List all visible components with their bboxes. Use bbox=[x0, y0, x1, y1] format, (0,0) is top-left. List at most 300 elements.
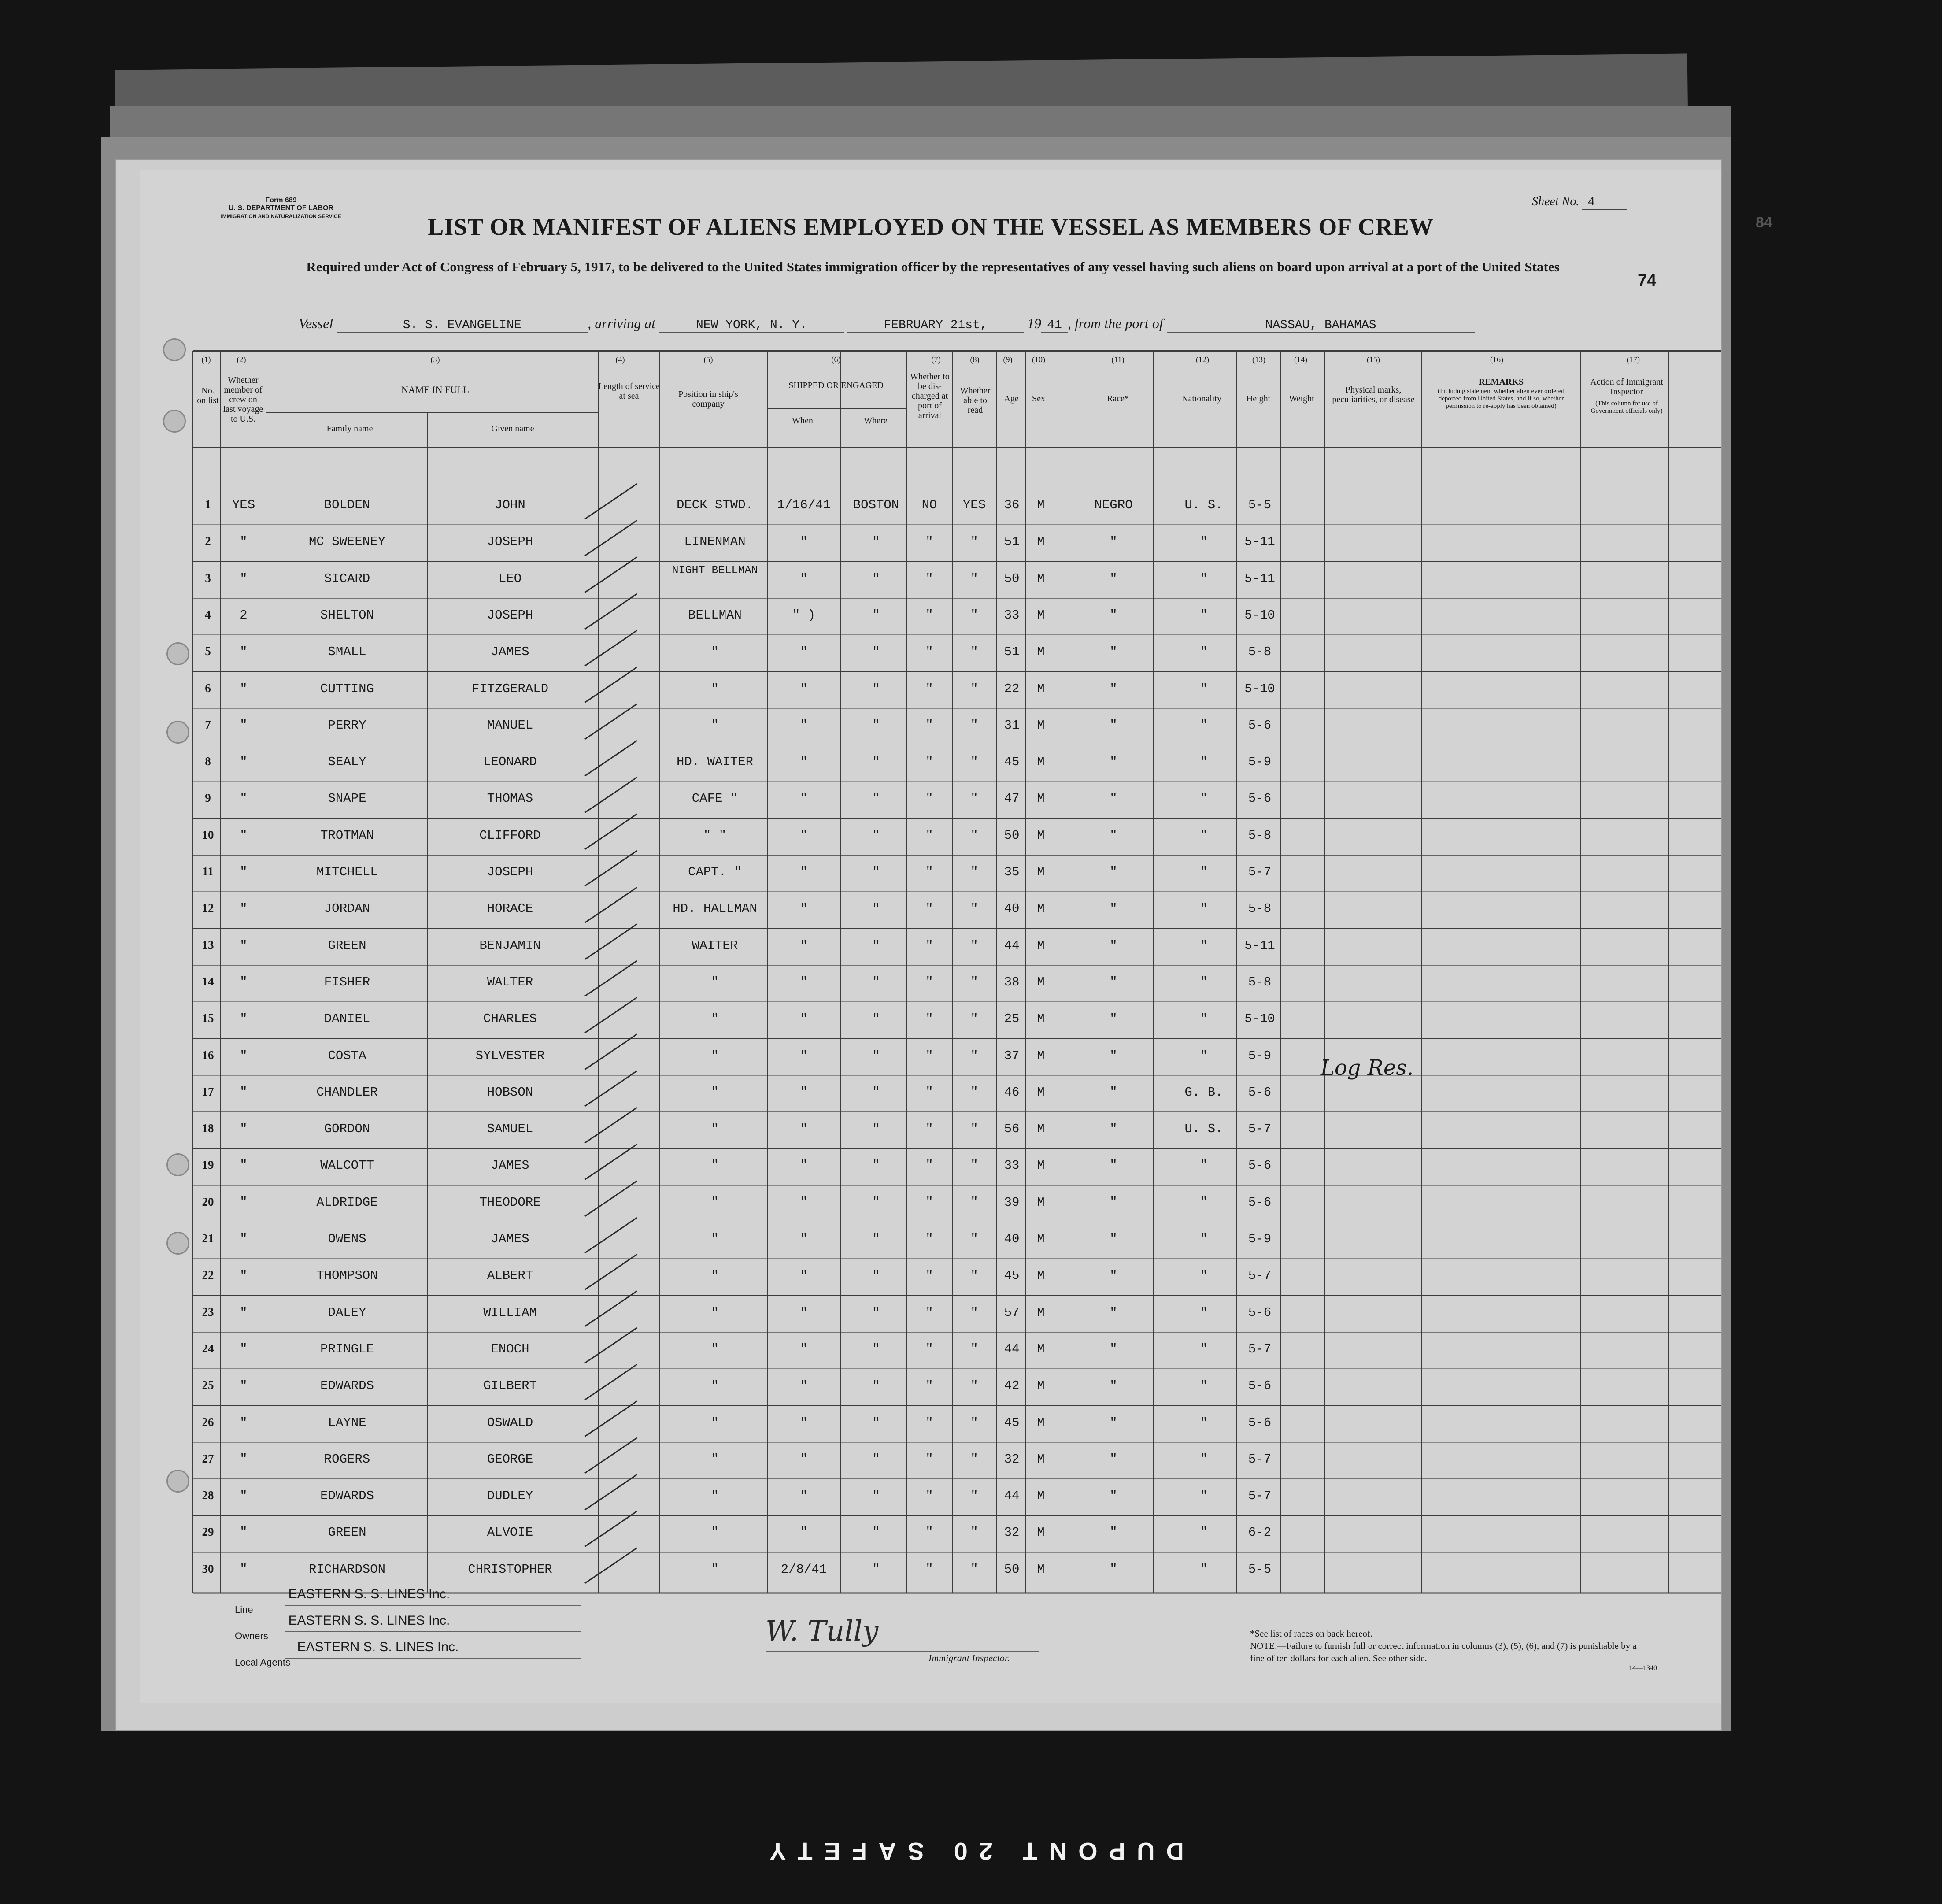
given-name-cell: HORACE bbox=[487, 901, 533, 916]
read-cell: " bbox=[970, 938, 978, 953]
read-cell: " bbox=[970, 974, 978, 989]
age-cell: 45 bbox=[1004, 755, 1020, 770]
where-cell: " bbox=[872, 828, 880, 843]
col-number: (12) bbox=[1196, 355, 1209, 364]
read-cell: " bbox=[970, 901, 978, 916]
read-cell: " bbox=[970, 1452, 978, 1467]
when-cell: " bbox=[800, 938, 808, 953]
family-name-cell: MC SWEENEY bbox=[308, 534, 386, 549]
where-cell: " bbox=[872, 755, 880, 770]
age-cell: 39 bbox=[1004, 1195, 1020, 1210]
header-position: Position in ship's company bbox=[678, 389, 738, 409]
sex-cell: M bbox=[1037, 938, 1045, 953]
read-cell: " bbox=[970, 1122, 978, 1137]
header-weight: Weight bbox=[1289, 394, 1314, 404]
given-name-cell: THEODORE bbox=[479, 1195, 541, 1210]
race-cell: " bbox=[1110, 1158, 1117, 1173]
position-cell: " bbox=[711, 1415, 719, 1430]
age-cell: 50 bbox=[1004, 571, 1020, 586]
prev-voyage-cell: " bbox=[240, 1305, 248, 1320]
inspector-label: Immigrant Inspector. bbox=[928, 1652, 1010, 1663]
where-cell: BOSTON bbox=[853, 498, 899, 512]
form-number: Form 689 bbox=[265, 196, 297, 204]
position-cell: " bbox=[711, 1011, 719, 1026]
family-name-cell: DANIEL bbox=[324, 1011, 370, 1026]
prev-voyage-cell: " bbox=[240, 974, 248, 989]
prev-voyage-cell: " bbox=[240, 1048, 248, 1063]
header-sex: Sex bbox=[1032, 394, 1045, 404]
col-number: (9) bbox=[1003, 355, 1013, 364]
row-number: 8 bbox=[205, 755, 211, 768]
when-cell: " bbox=[800, 1415, 808, 1430]
discharge-cell: " bbox=[925, 974, 933, 989]
prev-voyage-cell: YES bbox=[232, 498, 255, 512]
height-cell: 5-8 bbox=[1248, 974, 1272, 989]
arrival-year: 41 bbox=[1041, 319, 1068, 333]
race-cell: " bbox=[1110, 1011, 1117, 1026]
col-number: (7) bbox=[931, 355, 941, 364]
col-number: (2) bbox=[237, 355, 246, 364]
col-number: (11) bbox=[1111, 355, 1125, 364]
discharge-cell: " bbox=[925, 645, 933, 659]
height-cell: 5-7 bbox=[1248, 865, 1272, 879]
row-number: 20 bbox=[202, 1195, 214, 1208]
sex-cell: M bbox=[1037, 534, 1045, 549]
race-cell: " bbox=[1110, 1195, 1117, 1210]
position-cell: " bbox=[711, 1195, 719, 1210]
where-cell: " bbox=[872, 645, 880, 659]
nationality-cell: " bbox=[1200, 791, 1208, 806]
given-name-cell: WALTER bbox=[487, 974, 533, 989]
race-cell: " bbox=[1110, 608, 1117, 622]
when-cell: " bbox=[800, 534, 808, 549]
age-cell: 57 bbox=[1004, 1305, 1020, 1320]
race-cell: " bbox=[1110, 571, 1117, 586]
where-cell: " bbox=[872, 1562, 880, 1577]
when-cell: " bbox=[800, 901, 808, 916]
family-name-cell: CUTTING bbox=[320, 681, 374, 696]
nationality-cell: U. S. bbox=[1184, 498, 1223, 512]
prev-voyage-cell: " bbox=[240, 571, 248, 586]
header-name-in-full: NAME IN FULL bbox=[401, 384, 469, 395]
nationality-cell: " bbox=[1200, 901, 1208, 916]
given-name-cell: LEO bbox=[498, 571, 522, 586]
sex-cell: M bbox=[1037, 974, 1045, 989]
nationality-cell: " bbox=[1200, 755, 1208, 770]
family-name-cell: CHANDLER bbox=[316, 1085, 378, 1100]
read-cell: " bbox=[970, 1341, 978, 1356]
where-cell: " bbox=[872, 1085, 880, 1100]
age-cell: 45 bbox=[1004, 1415, 1020, 1430]
position-cell: HD. HALLMAN bbox=[673, 901, 757, 916]
nationality-cell: " bbox=[1200, 1011, 1208, 1026]
height-cell: 5-7 bbox=[1248, 1341, 1272, 1356]
row-number: 10 bbox=[202, 828, 214, 841]
when-cell: " bbox=[800, 755, 808, 770]
race-cell: " bbox=[1110, 1085, 1117, 1100]
sex-cell: M bbox=[1037, 498, 1045, 512]
prev-voyage-cell: " bbox=[240, 1158, 248, 1173]
header-no-on-list: No. on list bbox=[197, 386, 219, 405]
header-race: Race* bbox=[1107, 394, 1129, 404]
sex-cell: M bbox=[1037, 1378, 1045, 1393]
family-name-cell: SICARD bbox=[324, 571, 370, 586]
when-cell: " bbox=[800, 1268, 808, 1283]
row-number: 30 bbox=[202, 1562, 214, 1575]
family-name-cell: SEALY bbox=[328, 755, 366, 770]
discharge-cell: " bbox=[925, 1122, 933, 1137]
sex-cell: M bbox=[1037, 1452, 1045, 1467]
read-cell: " bbox=[970, 755, 978, 770]
nationality-cell: " bbox=[1200, 1341, 1208, 1356]
race-cell: " bbox=[1110, 901, 1117, 916]
discharge-cell: " bbox=[925, 1415, 933, 1430]
given-name-cell: MANUEL bbox=[487, 718, 533, 733]
nationality-cell: " bbox=[1200, 1232, 1208, 1246]
sex-cell: M bbox=[1037, 1415, 1045, 1430]
header-family-name: Family name bbox=[326, 424, 373, 433]
page-mark: 84 bbox=[1756, 214, 1772, 231]
sex-cell: M bbox=[1037, 828, 1045, 843]
row-number: 27 bbox=[202, 1452, 214, 1465]
discharge-cell: " bbox=[925, 1378, 933, 1393]
age-cell: 36 bbox=[1004, 498, 1020, 512]
position-cell: NIGHT BELLMAN bbox=[672, 563, 758, 577]
family-name-cell: COSTA bbox=[328, 1048, 366, 1063]
age-cell: 40 bbox=[1004, 1232, 1020, 1246]
position-cell: " bbox=[711, 1232, 719, 1246]
position-cell: " bbox=[711, 1085, 719, 1100]
discharge-cell: " bbox=[925, 571, 933, 586]
nationality-cell: G. B. bbox=[1184, 1085, 1223, 1100]
height-cell: 5-8 bbox=[1248, 828, 1272, 843]
race-cell: " bbox=[1110, 1562, 1117, 1577]
race-cell: " bbox=[1110, 1525, 1117, 1540]
nationality-cell: " bbox=[1200, 645, 1208, 659]
nationality-cell: " bbox=[1200, 1562, 1208, 1577]
race-cell: " bbox=[1110, 1268, 1117, 1283]
col-number: (4) bbox=[615, 355, 625, 364]
sex-cell: M bbox=[1037, 1341, 1045, 1356]
position-cell: " bbox=[711, 1268, 719, 1283]
given-name-cell: THOMAS bbox=[487, 791, 533, 806]
discharge-cell: " bbox=[925, 755, 933, 770]
family-name-cell: GREEN bbox=[328, 938, 366, 953]
race-cell: " bbox=[1110, 1048, 1117, 1063]
when-cell: " bbox=[800, 1158, 808, 1173]
family-name-cell: ALDRIDGE bbox=[316, 1195, 378, 1210]
family-name-cell: GORDON bbox=[324, 1122, 370, 1137]
read-cell: " bbox=[970, 791, 978, 806]
row-number: 22 bbox=[202, 1268, 214, 1282]
row-number: 19 bbox=[202, 1158, 214, 1172]
given-name-cell: FITZGERALD bbox=[471, 681, 549, 696]
position-cell: " bbox=[711, 645, 719, 659]
race-cell: " bbox=[1110, 865, 1117, 879]
position-cell: " " bbox=[703, 828, 727, 843]
read-cell: " bbox=[970, 1048, 978, 1063]
given-name-cell: BENJAMIN bbox=[479, 938, 541, 953]
height-cell: 5-7 bbox=[1248, 1268, 1272, 1283]
when-cell: " bbox=[800, 1489, 808, 1504]
read-cell: " bbox=[970, 1268, 978, 1283]
when-cell: " bbox=[800, 865, 808, 879]
given-name-cell: JOSEPH bbox=[487, 865, 533, 879]
given-name-cell: ALBERT bbox=[487, 1268, 533, 1283]
age-cell: 51 bbox=[1004, 534, 1020, 549]
given-name-cell: HOBSON bbox=[487, 1085, 533, 1100]
where-cell: " bbox=[872, 1268, 880, 1283]
race-cell: " bbox=[1110, 1378, 1117, 1393]
discharge-cell: " bbox=[925, 1085, 933, 1100]
age-cell: 37 bbox=[1004, 1048, 1020, 1063]
age-cell: 50 bbox=[1004, 828, 1020, 843]
row-number: 6 bbox=[205, 681, 211, 695]
read-cell: " bbox=[970, 1562, 978, 1577]
given-name-cell: GILBERT bbox=[483, 1378, 537, 1393]
where-cell: " bbox=[872, 938, 880, 953]
where-cell: " bbox=[872, 718, 880, 733]
when-cell: " bbox=[800, 1122, 808, 1137]
prev-voyage-cell: " bbox=[240, 1341, 248, 1356]
header-remarks: REMARKS bbox=[1478, 377, 1524, 387]
sex-cell: M bbox=[1037, 1525, 1045, 1540]
discharge-cell: " bbox=[925, 828, 933, 843]
header-action: Action of Immigrant Inspector bbox=[1590, 377, 1663, 396]
prev-voyage-cell: " bbox=[240, 791, 248, 806]
line-label: Line bbox=[235, 1604, 253, 1615]
discharge-cell: " bbox=[925, 1489, 933, 1504]
year-prefix: 19 bbox=[1027, 315, 1041, 331]
nationality-cell: " bbox=[1200, 718, 1208, 733]
where-cell: " bbox=[872, 608, 880, 622]
where-cell: " bbox=[872, 1489, 880, 1504]
family-name-cell: RICHARDSON bbox=[308, 1562, 386, 1577]
row-number: 25 bbox=[202, 1378, 214, 1392]
read-cell: " bbox=[970, 645, 978, 659]
height-cell: 5-10 bbox=[1244, 608, 1275, 622]
film-edge-print: DUPONT 20 SAFETY bbox=[758, 1837, 1184, 1865]
position-cell: " bbox=[711, 1305, 719, 1320]
sex-cell: M bbox=[1037, 681, 1045, 696]
family-name-cell: FISHER bbox=[324, 974, 370, 989]
inspector-signature: W. Tully bbox=[766, 1615, 879, 1648]
row-number: 16 bbox=[202, 1048, 214, 1062]
prev-voyage-cell: " bbox=[240, 755, 248, 770]
height-cell: 5-7 bbox=[1248, 1452, 1272, 1467]
nationality-cell: " bbox=[1200, 1415, 1208, 1430]
where-cell: " bbox=[872, 1232, 880, 1246]
where-cell: " bbox=[872, 1305, 880, 1320]
position-cell: " bbox=[711, 718, 719, 733]
read-cell: " bbox=[970, 1232, 978, 1246]
row-number: 9 bbox=[205, 791, 211, 805]
col-number: (8) bbox=[970, 355, 980, 364]
family-name-cell: BOLDEN bbox=[324, 498, 370, 512]
sex-cell: M bbox=[1037, 1232, 1045, 1246]
given-name-cell: ALVOIE bbox=[487, 1525, 533, 1540]
prev-voyage-cell: " bbox=[240, 1489, 248, 1504]
row-number: 28 bbox=[202, 1489, 214, 1502]
race-cell: " bbox=[1110, 1415, 1117, 1430]
sex-cell: M bbox=[1037, 1122, 1045, 1137]
read-cell: " bbox=[970, 1305, 978, 1320]
when-cell: " bbox=[800, 1525, 808, 1540]
row-number: 13 bbox=[202, 938, 214, 952]
nationality-cell: " bbox=[1200, 1489, 1208, 1504]
discharge-cell: " bbox=[925, 718, 933, 733]
agents-label: Local Agents bbox=[235, 1657, 290, 1668]
sex-cell: M bbox=[1037, 1158, 1045, 1173]
header-shipped-engaged: SHIPPED OR ENGAGED bbox=[788, 381, 884, 390]
arriving-label: , arriving at bbox=[588, 315, 655, 331]
nationality-cell: " bbox=[1200, 1305, 1208, 1320]
row-number: 7 bbox=[205, 718, 211, 731]
height-cell: 5-11 bbox=[1244, 938, 1275, 953]
when-cell: " bbox=[800, 1378, 808, 1393]
height-cell: 5-8 bbox=[1248, 645, 1272, 659]
race-cell: NEGRO bbox=[1094, 498, 1133, 512]
position-cell: " bbox=[711, 1489, 719, 1504]
prev-voyage-cell: " bbox=[240, 865, 248, 879]
nationality-cell: " bbox=[1200, 534, 1208, 549]
prev-voyage-cell: " bbox=[240, 1085, 248, 1100]
prev-voyage-cell: " bbox=[240, 1195, 248, 1210]
read-cell: " bbox=[970, 1415, 978, 1430]
given-name-cell: SYLVESTER bbox=[475, 1048, 545, 1063]
height-cell: 5-6 bbox=[1248, 1378, 1272, 1393]
where-cell: " bbox=[872, 1195, 880, 1210]
legal-notes bbox=[1250, 1627, 1646, 1664]
family-name-cell: THOMPSON bbox=[316, 1268, 378, 1283]
prev-voyage-cell: " bbox=[240, 718, 248, 733]
age-cell: 56 bbox=[1004, 1122, 1020, 1137]
age-cell: 32 bbox=[1004, 1452, 1020, 1467]
family-name-cell: DALEY bbox=[328, 1305, 366, 1320]
given-name-cell: JOHN bbox=[495, 498, 525, 512]
sex-cell: M bbox=[1037, 1195, 1045, 1210]
given-name-cell: OSWALD bbox=[487, 1415, 533, 1430]
height-cell: 5-6 bbox=[1248, 1085, 1272, 1100]
agents-value: EASTERN S. S. LINES Inc. bbox=[297, 1640, 459, 1654]
age-cell: 42 bbox=[1004, 1378, 1020, 1393]
race-cell: " bbox=[1110, 1232, 1117, 1246]
row-number: 17 bbox=[202, 1085, 214, 1098]
discharge-cell: " bbox=[925, 608, 933, 622]
when-cell: " bbox=[800, 681, 808, 696]
position-cell: CAPT. " bbox=[688, 865, 742, 879]
height-cell: 5-6 bbox=[1248, 791, 1272, 806]
page-title: LIST OR MANIFEST OF ALIENS EMPLOYED ON THE VESSEL AS MEMBERS OF CREW bbox=[428, 214, 1434, 240]
col-number: (17) bbox=[1627, 355, 1640, 364]
prev-voyage-cell: " bbox=[240, 1415, 248, 1430]
discharge-cell: " bbox=[925, 1452, 933, 1467]
page-mark: 74 bbox=[1638, 271, 1657, 290]
handwritten-note: Log Res. bbox=[1321, 1056, 1414, 1080]
age-cell: 33 bbox=[1004, 1158, 1020, 1173]
race-cell: " bbox=[1110, 974, 1117, 989]
discharge-cell: " bbox=[925, 534, 933, 549]
prev-voyage-cell: " bbox=[240, 1525, 248, 1540]
header-given-name: Given name bbox=[491, 424, 534, 433]
prev-voyage-cell: " bbox=[240, 901, 248, 916]
where-cell: " bbox=[872, 1048, 880, 1063]
discharge-cell: " bbox=[925, 1341, 933, 1356]
given-name-cell: ENOCH bbox=[491, 1341, 529, 1356]
age-cell: 32 bbox=[1004, 1525, 1020, 1540]
discharge-cell: " bbox=[925, 1525, 933, 1540]
sex-cell: M bbox=[1037, 901, 1045, 916]
read-cell: " bbox=[970, 865, 978, 879]
row-number: 12 bbox=[202, 901, 214, 915]
prev-voyage-cell: " bbox=[240, 1452, 248, 1467]
read-cell: " bbox=[970, 1489, 978, 1504]
position-cell: BELLMAN bbox=[688, 608, 742, 622]
header-discharged: Whether to be dis- charged at port of arrival bbox=[910, 372, 950, 420]
height-cell: 5-9 bbox=[1248, 1048, 1272, 1063]
discharge-cell: " bbox=[925, 865, 933, 879]
col-number: (16) bbox=[1490, 355, 1503, 364]
nationality-cell: " bbox=[1200, 1195, 1208, 1210]
prev-voyage-cell: " bbox=[240, 645, 248, 659]
age-cell: 35 bbox=[1004, 865, 1020, 879]
nationality-cell: " bbox=[1200, 681, 1208, 696]
sex-cell: M bbox=[1037, 1268, 1045, 1283]
where-cell: " bbox=[872, 1122, 880, 1137]
discharge-cell: " bbox=[925, 1232, 933, 1246]
print-code: 14—1340 bbox=[1629, 1664, 1657, 1672]
height-cell: 5-10 bbox=[1244, 1011, 1275, 1026]
row-number: 1 bbox=[205, 498, 211, 511]
col-number: (1) bbox=[201, 355, 211, 364]
position-cell: " bbox=[711, 1122, 719, 1137]
family-name-cell: TROTMAN bbox=[320, 828, 374, 843]
where-cell: " bbox=[872, 681, 880, 696]
position-cell: " bbox=[711, 1562, 719, 1577]
sex-cell: M bbox=[1037, 1011, 1045, 1026]
row-number: 15 bbox=[202, 1011, 214, 1025]
family-name-cell: ROGERS bbox=[324, 1452, 370, 1467]
header-action-note: (This column for use of Government officials only) bbox=[1591, 400, 1663, 415]
position-cell: " bbox=[711, 1158, 719, 1173]
where-cell: " bbox=[872, 534, 880, 549]
arrival-date: FEBRUARY 21st, bbox=[847, 319, 1024, 333]
header-able-to-read: Whether able to read bbox=[960, 386, 991, 415]
discharge-cell: " bbox=[925, 1305, 933, 1320]
vessel-label: Vessel bbox=[299, 315, 333, 331]
nationality-cell: " bbox=[1200, 974, 1208, 989]
col-number: (13) bbox=[1252, 355, 1265, 364]
age-cell: 40 bbox=[1004, 901, 1020, 916]
prev-voyage-cell: " bbox=[240, 1011, 248, 1026]
discharge-cell: " bbox=[925, 1562, 933, 1577]
position-cell: " bbox=[711, 1048, 719, 1063]
header-remarks-note: (Including statement whether alien ever ordered deported from United States, and if so, whether permission to re-apply has been obtained) bbox=[1438, 388, 1565, 410]
race-cell: " bbox=[1110, 755, 1117, 770]
prev-voyage-cell: " bbox=[240, 828, 248, 843]
race-cell: " bbox=[1110, 681, 1117, 696]
read-cell: " bbox=[970, 1525, 978, 1540]
prev-voyage-cell: " bbox=[240, 1268, 248, 1283]
when-cell: " bbox=[800, 974, 808, 989]
read-cell: " bbox=[970, 681, 978, 696]
read-cell: " bbox=[970, 828, 978, 843]
position-cell: CAFE " bbox=[692, 791, 738, 806]
family-name-cell: SMALL bbox=[328, 645, 366, 659]
family-name-cell: PERRY bbox=[328, 718, 366, 733]
discharge-cell: " bbox=[925, 1268, 933, 1283]
age-cell: 38 bbox=[1004, 974, 1020, 989]
